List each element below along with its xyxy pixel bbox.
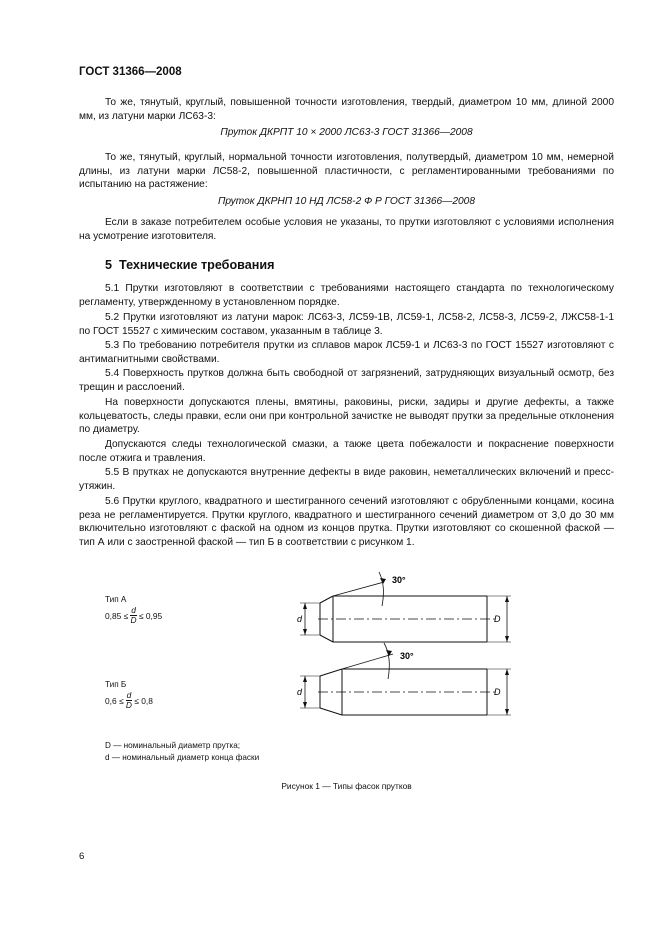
- page-number: 6: [79, 851, 85, 862]
- intro-paragraph-2: То же, тянутый, круглый, нормальной точности изготовления, полутвердый, диаметром 10 мм, немерной длины, из латуни марки ЛС58-2, повышенной пластичности, с регламентированными требованиями по испытанию на растяжение:: [79, 152, 614, 191]
- clause-5-4-lubricant: Допускаются следы технологической смазки, а также цвета побежалости и покраснение поверхности после отжига и травления.: [79, 439, 614, 464]
- intro-paragraph-1: То же, тянутый, круглый, повышенной точности изготовления, твердый, диаметром 10 мм, длиной 2000 мм, из латуни марки ЛС63-3:: [79, 97, 614, 122]
- document-header: ГОСТ 31366—2008: [79, 66, 182, 78]
- fraction-numerator: d: [126, 690, 132, 700]
- type-a-label: Тип А: [105, 595, 127, 604]
- clause-5-1: 5.1 Прутки изготовляют в соответствии с требованиями настоящего стандарта по технологическому регламенту, утвержденному в установленном порядке.: [79, 283, 614, 308]
- clause-5-4: 5.4 Поверхность прутков должна быть свободной от загрязнений, затрудняющих визуальный осмотр, без трещин и расслоений.: [79, 368, 614, 393]
- fraction-denominator: D: [125, 700, 132, 710]
- intro-paragraph-3: Если в заказе потребителем особые условия не указаны, то прутки изготовляют с условиями исполнения на усмотрение изготовителя.: [79, 217, 614, 242]
- type-b-d-label: d: [297, 687, 303, 697]
- legend-d: d — номинальный диаметр конца фаски: [105, 753, 260, 762]
- figure-caption: Рисунок 1 — Типы фасок прутков: [281, 781, 412, 791]
- clause-5-3: 5.3 По требованию потребителя прутки из сплавов марок ЛС59-1 и ЛС63-3 по ГОСТ 15527 изготовляют с антимагнитными свойствами.: [79, 340, 614, 365]
- fraction-denominator: D: [130, 615, 137, 625]
- fraction-numerator: d: [131, 605, 136, 615]
- clause-5-4-defects: На поверхности допускаются плены, вмятины, раковины, риски, задиры и другие дефекты, а также кольцеватость, следы правки, если они при контрольной зачистке не выводят прутки за предельные отклонения по диаметру.: [79, 397, 615, 436]
- type-a-ratio-formula: 0,85 ≤ $\frac{d}{D}$ ≤ 0,95: [105, 605, 163, 625]
- type-b-lower-bound: 0,6: [105, 695, 117, 706]
- type-a-lower-bound: 0,85: [105, 610, 122, 621]
- designation-example-2: Пруток ДКРНП 10 НД ЛС58-2 Ф Р ГОСТ 31366—2008: [217, 196, 476, 207]
- designation-example-1: Пруток ДКРПТ 10 × 2000 ЛС63-3 ГОСТ 31366—2008: [220, 127, 473, 138]
- clause-5-6: 5.6 Прутки круглого, квадратного и шестигранного сечений изготовляют с обрубленными концами, косина реза не регламентируется. Прутки круглого, квадратного и шестигранного сечений диаметром от 3,0 до 30 мм включительно изготовляют с фаской на одном из концов прутка. Прутки изготовляют со скошенной фаской — тип А или с заостренной фаской — тип Б в соответствии с рисунком 1.: [79, 496, 614, 548]
- type-a-angle-label: 30°: [392, 575, 406, 585]
- type-a-upper-bound: 0,95: [145, 610, 163, 621]
- type-a-D-label: D: [494, 614, 501, 624]
- type-b-D-label: D: [494, 687, 501, 697]
- type-b-ratio-formula: 0,6 ≤ $\frac{d}{D}$ ≤ 0,8: [105, 690, 153, 710]
- section-title: Технические требования: [119, 258, 275, 272]
- type-a-d-label: d: [297, 614, 303, 624]
- clause-5-2: 5.2 Прутки изготовляют из латуни марок: ЛС63-3, ЛС59-1В, ЛС59-1, ЛС58-2, ЛС58-3, ЛС59-2, ЛЖС58-1-1 по ГОСТ 15527 с химическим составом, указанным в таблице 3.: [79, 312, 614, 337]
- section-number: 5: [105, 258, 113, 272]
- legend-D: D — номинальный диаметр прутка;: [105, 741, 241, 750]
- type-b-angle-label: 30°: [400, 651, 414, 661]
- type-b-upper-bound: 0,8: [141, 695, 153, 706]
- clause-5-5: 5.5 В прутках не допускаются внутренние дефекты в виде раковин, неметаллических включений и пресс-утяжин.: [79, 467, 614, 492]
- type-b-label: Тип Б: [105, 680, 127, 689]
